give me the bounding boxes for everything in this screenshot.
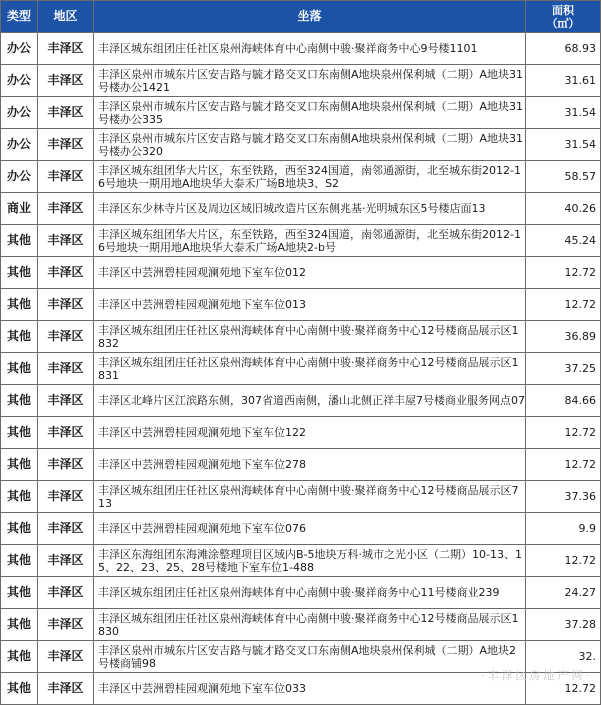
cell-type: 办公 xyxy=(1,97,38,129)
cell-location: 丰泽区城东组团庄任社区泉州海峡体育中心南侧中骏·聚祥商务中心11号楼商业239 xyxy=(94,577,526,609)
table-row xyxy=(1,129,601,161)
cell-type: 其他 xyxy=(1,353,38,385)
cell-type: 商业 xyxy=(1,193,38,225)
cell-area: 31.61 xyxy=(526,65,601,97)
table-row xyxy=(1,545,601,577)
cell-type: 其他 xyxy=(1,577,38,609)
header-type: 类型 xyxy=(1,1,38,33)
table-row xyxy=(1,161,601,193)
table-row xyxy=(1,417,601,449)
cell-district: 丰泽区 xyxy=(38,321,94,353)
cell-type: 其他 xyxy=(1,321,38,353)
cell-location: 丰泽区泉州市城东片区安吉路与毓才路交叉口东南侧A地块泉州保利城（二期）A地块2号楼商铺98 xyxy=(94,641,526,673)
cell-area: 31.54 xyxy=(526,97,601,129)
cell-area: 12.72 xyxy=(526,545,601,577)
cell-location: 丰泽区中芸洲碧桂园观澜苑地下室车位033 xyxy=(94,673,526,705)
cell-type: 其他 xyxy=(1,609,38,641)
table-row xyxy=(1,609,601,641)
cell-area: 36.89 xyxy=(526,321,601,353)
table-row xyxy=(1,385,601,417)
cell-location: 丰泽区城东组团华大片区，东至铁路，西至324国道，南邻通源街，北至城东街2012-16号地块一期用地A地块华大泰禾广场B地块3、S2 xyxy=(94,161,526,193)
table-row xyxy=(1,321,601,353)
header-area-unit: （㎡） xyxy=(546,16,580,30)
cell-area: 37.25 xyxy=(526,353,601,385)
cell-district: 丰泽区 xyxy=(38,513,94,545)
cell-location: 丰泽区中芸洲碧桂园观澜苑地下室车位122 xyxy=(94,417,526,449)
cell-district: 丰泽区 xyxy=(38,353,94,385)
header-location: 坐落 xyxy=(94,1,526,33)
cell-type: 其他 xyxy=(1,513,38,545)
cell-type: 办公 xyxy=(1,161,38,193)
cell-area: 68.93 xyxy=(526,33,601,65)
cell-district: 丰泽区 xyxy=(38,449,94,481)
cell-area: 31.54 xyxy=(526,129,601,161)
cell-type: 其他 xyxy=(1,641,38,673)
table-row xyxy=(1,225,601,257)
header-row xyxy=(1,1,601,33)
cell-location: 丰泽区东海组团东海滩涂整理项目区域内B-5地块万科·城市之光小区（二期）10-13、15、22、23、25、28号楼地下室车位1-488 xyxy=(94,545,526,577)
cell-area: 9.9 xyxy=(526,513,601,545)
cell-location: 丰泽区泉州市城东片区安吉路与毓才路交叉口东南侧A地块泉州保利城（二期）A地块31号楼办公335 xyxy=(94,97,526,129)
table-row xyxy=(1,65,601,97)
cell-area: 12.72 xyxy=(526,417,601,449)
cell-type: 其他 xyxy=(1,289,38,321)
cell-type: 其他 xyxy=(1,545,38,577)
cell-area: 45.24 xyxy=(526,225,601,257)
cell-type: 办公 xyxy=(1,129,38,161)
cell-type: 其他 xyxy=(1,449,38,481)
cell-location: 丰泽区城东组团庄任社区泉州海峡体育中心南侧中骏·聚祥商务中心9号楼1101 xyxy=(94,33,526,65)
cell-district: 丰泽区 xyxy=(38,161,94,193)
table-row xyxy=(1,513,601,545)
cell-district: 丰泽区 xyxy=(38,577,94,609)
cell-area: 37.36 xyxy=(526,481,601,513)
cell-location: 丰泽区城东组团庄任社区泉州海峡体育中心南侧中骏·聚祥商务中心12号楼商品展示区713 xyxy=(94,481,526,513)
header-district: 地区 xyxy=(38,1,94,33)
cell-location: 丰泽区城东组团庄任社区泉州海峡体育中心南侧中骏·聚祥商务中心12号楼商品展示区1830 xyxy=(94,609,526,641)
cell-area: 84.66 xyxy=(526,385,601,417)
cell-location: 丰泽区泉州市城东片区安吉路与毓才路交叉口东南侧A地块泉州保利城（二期）A地块31号楼办公320 xyxy=(94,129,526,161)
cell-district: 丰泽区 xyxy=(38,257,94,289)
cell-location: 丰泽区东少林寺片区及周边区域旧城改造片区东侧兆基·光明城东区5号楼店面13 xyxy=(94,193,526,225)
cell-district: 丰泽区 xyxy=(38,65,94,97)
cell-location: 丰泽区城东组团庄任社区泉州海峡体育中心南侧中骏·聚祥商务中心12号楼商品展示区1832 xyxy=(94,321,526,353)
cell-type: 其他 xyxy=(1,673,38,705)
cell-area: 58.57 xyxy=(526,161,601,193)
table-row xyxy=(1,353,601,385)
cell-area: 12.72 xyxy=(526,257,601,289)
table-row xyxy=(1,33,601,65)
cell-type: 办公 xyxy=(1,65,38,97)
table-row xyxy=(1,577,601,609)
header-area-label: 面积 xyxy=(552,3,574,17)
cell-area: 37.28 xyxy=(526,609,601,641)
cell-location: 丰泽区中芸洲碧桂园观澜苑地下室车位278 xyxy=(94,449,526,481)
table-row xyxy=(1,289,601,321)
cell-location: 丰泽区泉州市城东片区安吉路与毓才路交叉口东南侧A地块泉州保利城（二期）A地块31号楼办公1421 xyxy=(94,65,526,97)
cell-district: 丰泽区 xyxy=(38,193,94,225)
cell-area: 12.72 xyxy=(526,673,601,705)
table-body xyxy=(1,33,601,705)
table-row xyxy=(1,97,601,129)
cell-district: 丰泽区 xyxy=(38,289,94,321)
header-area xyxy=(526,1,601,33)
cell-district: 丰泽区 xyxy=(38,225,94,257)
cell-location: 丰泽区北峰片区江滨路东侧，307省道西南侧，潘山北侧正祥丰屋7号楼商业服务网点07 xyxy=(94,385,526,417)
cell-district: 丰泽区 xyxy=(38,545,94,577)
cell-location: 丰泽区城东组团庄任社区泉州海峡体育中心南侧中骏·聚祥商务中心12号楼商品展示区1831 xyxy=(94,353,526,385)
cell-area: 40.26 xyxy=(526,193,601,225)
cell-area: 12.72 xyxy=(526,449,601,481)
cell-district: 丰泽区 xyxy=(38,481,94,513)
cell-type: 其他 xyxy=(1,385,38,417)
cell-district: 丰泽区 xyxy=(38,97,94,129)
cell-location: 丰泽区中芸洲碧桂园观澜苑地下室车位013 xyxy=(94,289,526,321)
cell-location: 丰泽区中芸洲碧桂园观澜苑地下室车位076 xyxy=(94,513,526,545)
table-row xyxy=(1,481,601,513)
cell-area: 12.72 xyxy=(526,289,601,321)
cell-district: 丰泽区 xyxy=(38,129,94,161)
table-row xyxy=(1,193,601,225)
cell-district: 丰泽区 xyxy=(38,385,94,417)
cell-location: 丰泽区中芸洲碧桂园观澜苑地下室车位012 xyxy=(94,257,526,289)
cell-district: 丰泽区 xyxy=(38,609,94,641)
cell-district: 丰泽区 xyxy=(38,641,94,673)
cell-type: 其他 xyxy=(1,225,38,257)
cell-area: 24.27 xyxy=(526,577,601,609)
watermark: ·丰泽区房地产网· xyxy=(481,669,592,682)
cell-area: 32. xyxy=(526,641,601,673)
cell-district: 丰泽区 xyxy=(38,417,94,449)
cell-location: 丰泽区城东组团华大片区，东至铁路，西至324国道，南邻通源街，北至城东街2012-16号地块一期用地A地块华大泰禾广场A地块2-b号 xyxy=(94,225,526,257)
cell-district: 丰泽区 xyxy=(38,673,94,705)
cell-type: 其他 xyxy=(1,417,38,449)
cell-type: 其他 xyxy=(1,481,38,513)
table-row xyxy=(1,257,601,289)
cell-type: 办公 xyxy=(1,33,38,65)
table-row xyxy=(1,449,601,481)
cell-type: 其他 xyxy=(1,257,38,289)
cell-district: 丰泽区 xyxy=(38,33,94,65)
